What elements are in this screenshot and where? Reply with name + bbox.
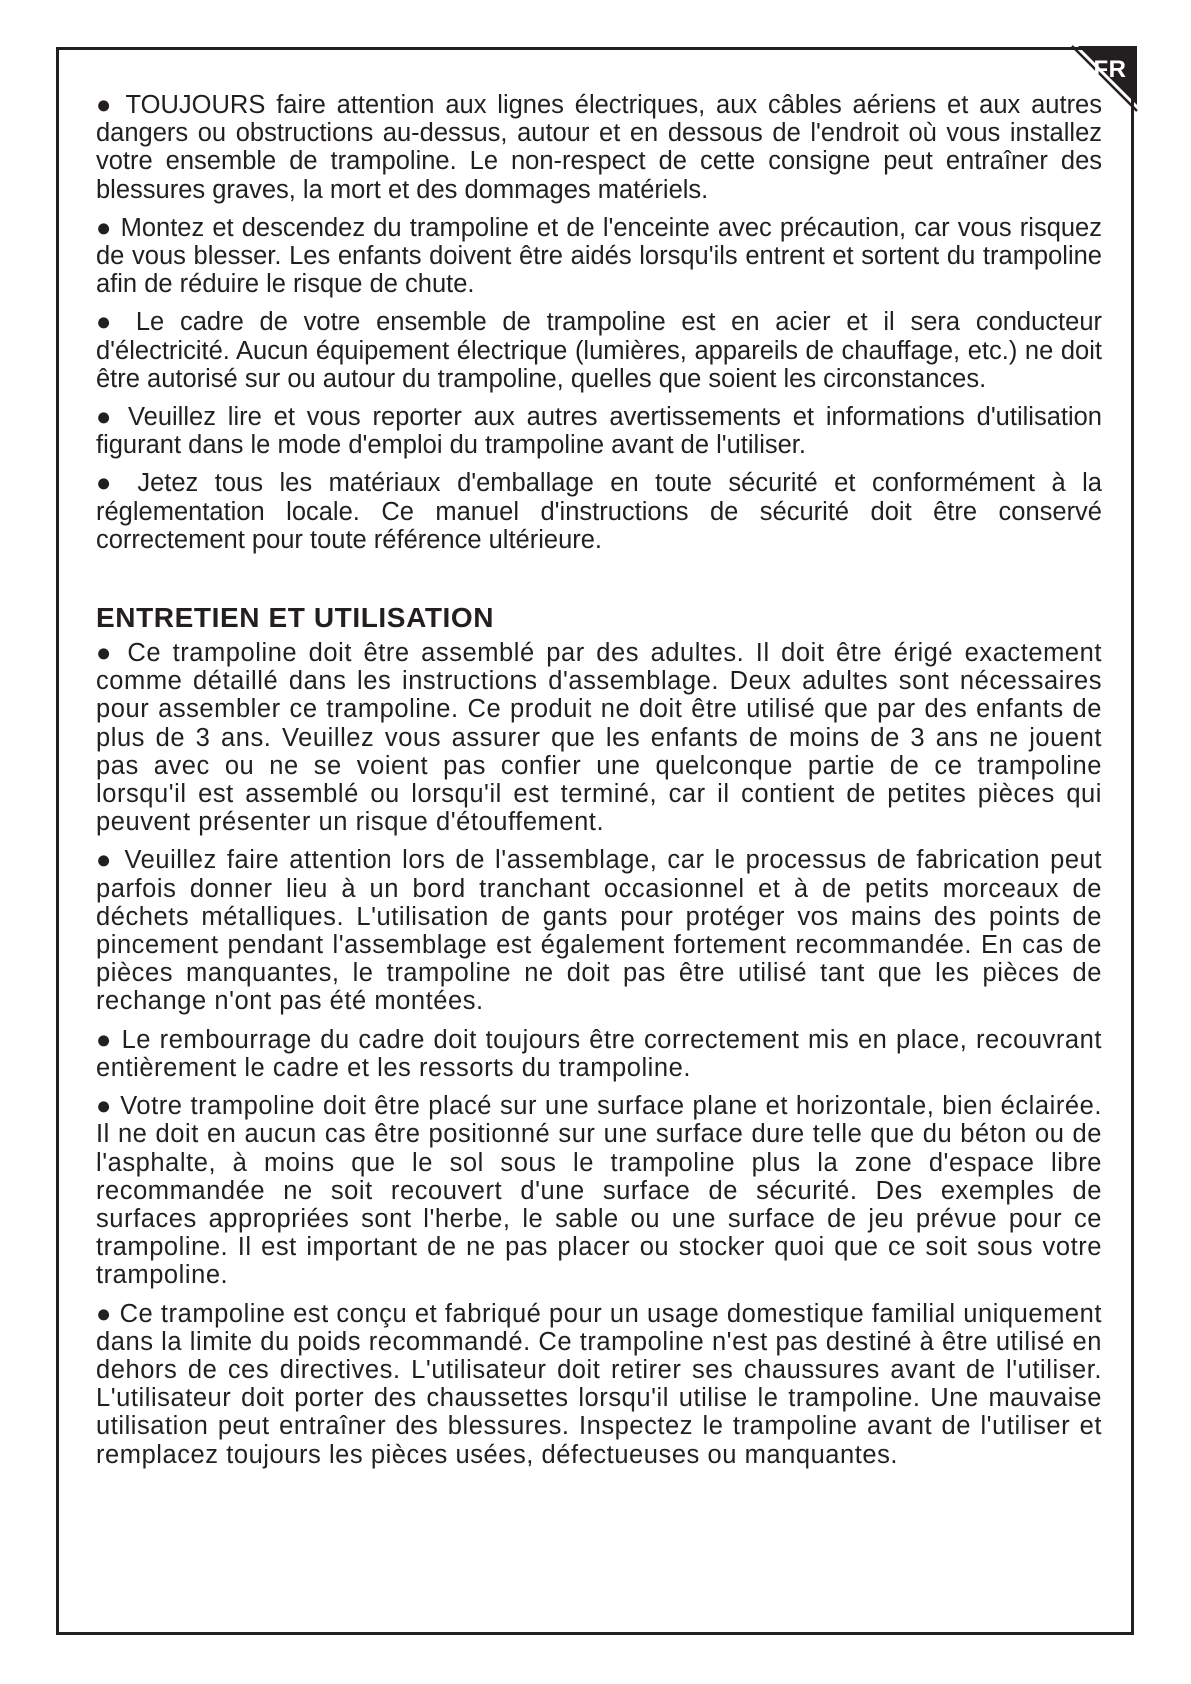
warning-paragraph: ● Jetez tous les matériaux d'emballage en toute sécurité et conformément à la réglementation locale. Ce manuel d'instructions de sécurité doit être conservé correctement pour toute référence ultérieure. — [96, 469, 1102, 554]
warning-paragraph: ● Montez et descendez du trampoline et de l'enceinte avec précaution, car vous risquez de vous blesser. Les enfants doivent être aidés lorsqu'ils entrent et sortent du trampoline afin de réduire le risque de chute. — [96, 213, 1102, 299]
warning-paragraph: ● Veuillez lire et vous reporter aux autres avertissements et informations d'utilisation figurant dans le mode d'emploi du trampoline avant de l'utiliser. — [96, 403, 1102, 460]
language-label: FR — [1093, 56, 1127, 83]
maintenance-paragraph: ● Votre trampoline doit être placé sur une surface plane et horizontale, bien éclairée. Il ne doit en aucun cas être positionné sur une surface dure telle que du béton ou de l'asphalte, à moins que le sol sous le trampoline plus la zone d'espace libre recommandée ne soit recouvert d'une surface de sécurité. Des exemples de surfaces appropriées sont l'herbe, le sable ou une surface de jeu prévue pour ce trampoline. Il est important de ne pas placer ou stocker quoi que ce soit sous votre trampoline. — [96, 1092, 1102, 1290]
section-heading: ENTRETIEN ET UTILISATION — [96, 602, 495, 634]
warning-paragraph: ● Le cadre de votre ensemble de trampoline est en acier et il sera conducteur d'électricité. Aucun équipement électrique (lumières, appareils de chauffage, etc.) ne doit être autorisé sur ou autour du trampoline, quelles que soient les circonstances. — [96, 308, 1102, 393]
maintenance-paragraph: ● Ce trampoline est conçu et fabriqué pour un usage domestique familial uniquement dans la limite du poids recommandé. Ce trampoline n'est pas destiné à être utilisé en dehors de ces directives. L'utilisateur doit retirer ses chaussures avant de l'utiliser. L'utilisateur doit porter des chaussettes lorsqu'il utilise le trampoline. Une mauvaise utilisation peut entraîner des blessures. Inspectez le trampoline avant de l'utiliser et remplacez toujours les pièces usées, défectueuses ou manquantes. — [96, 1299, 1102, 1469]
warning-paragraph: ● TOUJOURS faire attention aux lignes électriques, aux câbles aériens et aux autres dangers ou obstructions au-dessus, autour et en dessous de l'endroit où vous installez votre ensemble de trampoline. Le non-respect de cette consigne peut entraîner des blessures graves, la mort et des dommages matériels. — [96, 91, 1102, 204]
document-body — [96, 91, 1102, 1479]
maintenance-section — [96, 601, 1102, 1469]
maintenance-paragraph: ● Le rembourrage du cadre doit toujours être correctement mis en place, recouvrant entièrement le cadre et les ressorts du trampoline. — [96, 1025, 1102, 1082]
safety-warnings-section — [96, 91, 1102, 554]
maintenance-paragraph: ● Veuillez faire attention lors de l'assemblage, car le processus de fabrication peut parfois donner lieu à un bord tranchant occasionnel et à de petits morceaux de déchets métalliques. L'utilisation de gants pour protéger vos mains des points de pincement pendant l'assemblage est également fortement recommandée. En cas de pièces manquantes, le trampoline ne doit pas être utilisé tant que les pièces de rechange n'ont pas été montées. — [96, 846, 1102, 1016]
maintenance-paragraph: ● Ce trampoline doit être assemblé par des adultes. Il doit être érigé exactement comme détaillé dans les instructions d'assemblage. Deux adultes sont nécessaires pour assembler ce trampoline. Ce produit ne doit être utilisé que par des enfants de plus de 3 ans. Veuillez vous assurer que les enfants de moins de 3 ans ne jouent pas avec ou ne se voient pas confier une quelconque partie de ce trampoline lorsqu'il est assemblé ou lorsqu'il est terminé, car il contient de petites pièces qui peuvent présenter un risque d'étouffement. — [96, 639, 1102, 837]
